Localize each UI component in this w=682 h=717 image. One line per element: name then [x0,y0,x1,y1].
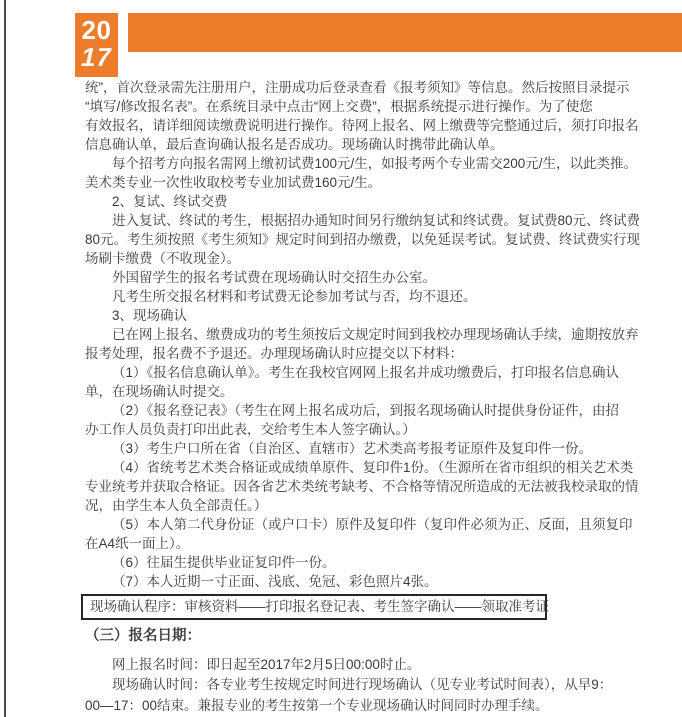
body-text [85,78,641,716]
text-line: 场刷卡缴费（不收现金）。 [85,251,241,266]
year-badge [75,13,118,77]
date-paragraphs [85,655,625,716]
text-line: 每个招考方向报名需网上缴初试费100元/生，如报考两个专业需交200元/生，以此类推。 [112,156,638,171]
procedure-box [81,594,547,620]
text-line: 80元。考生须按照《考生须知》规定时间到招办缴费，以免延误考试。复试费、终试费实行现 [85,232,641,247]
text-line: 凡考生所交报名材料和考试费无论参加考试与否，均不退还。 [112,289,477,304]
left-margin-rule [4,0,6,717]
year-badge-bottom: 17 [78,42,115,72]
text-line: （2）《报名登记表》（考生在网上报名成功后，到报名现场确认时提供身份证件，由招 [112,403,620,418]
text-line: 有效报名，请详细阅读缴费说明进行操作。待网上报名、网上缴费等完整通过后，须打印报名 [85,118,639,133]
text-line: 统”，首次登录需先注册用户，注册成功后登录查看《报考须知》等信息。然后按照目录提示 [85,80,630,95]
intro-paragraphs [85,78,641,591]
text-line: （7）本人近期一寸正面、浅底、免冠、彩色照片4张。 [112,574,438,589]
text-line: 况，由学生本人负全部责任。） [85,498,268,513]
text-line: 专业统考并获取合格证。因各省艺术类统考缺考、不合格等情况所造成的无法被我校录取的情 [85,479,639,494]
header-banner [128,13,682,52]
section-heading: （三）报名日期： [85,628,201,644]
text-line: 办工作人员负责打印出此表，交给考生本人签字确认。） [85,422,416,437]
text-line: 进入复试、终试的考生，根据招办通知时间另行缴纳复试和终试费。复试费80元、终试费 [112,213,641,228]
text-line: （3）考生户口所在省（自治区、直辖市）艺术类高考报考证原件及复印件一份。 [112,441,593,456]
text-line: 网上报名时间：即日起至2017年2月5日00:00时止。 [112,657,421,672]
text-line: “填写/修改报名表”。在系统目录中点击“网上交费”，根据系统提示进行操作。为了使您 [85,99,593,114]
text-line: 现场确认时间：各专业考生按规定时间进行现场确认（见专业考试时间表），从早9： [112,677,613,693]
text-line: 3、现场确认 [112,308,188,323]
text-line: 报考处理，报名费不予退还。办理现场确认时应提交以下材料： [85,346,463,361]
text-line: 外国留学生的报名考试费在现场确认时交招生办公室。 [112,270,436,285]
text-line: 信息确认单，最后查询确认报名是否成功。现场确认时携带此确认单。 [85,137,504,152]
text-line: 单，在现场确认时提交。 [85,384,234,399]
text-line: （5）本人第二代身份证（或户口卡）原件及复印件（复印件必须为正、反面，且须复印 [112,517,633,532]
text-line: 美术类专业一次性收取校考专业加试费160元/生。 [85,175,382,190]
text-line: （1）《报名信息确认单》。考生在我校官网网上报名并成功缴费后，打印报名信息确认 [112,365,620,380]
procedure-box-text: 现场确认程序：审核资料——打印报名登记表、考生签字确认——领取准考证 [90,599,549,614]
text-line: （4）省统考艺术类合格证或成绩单原件、复印件1份。（生源所在省市组织的相关艺术类 [112,460,634,475]
text-line: 2、复试、终试交费 [112,194,228,209]
text-line: 在A4纸一面上）。 [85,536,190,551]
text-line: 已在网上报名、缴费成功的考生须按后文规定时间到我校办理现场确认手续，逾期按放弃 [112,327,639,342]
year-badge-top: 20 [81,15,112,45]
text-line: （6）往届生提供毕业证复印件一份。 [112,555,336,570]
text-line: 00—17：00结束。兼报专业的考生按第一个专业现场确认时间同时办理手续。 [85,697,549,713]
